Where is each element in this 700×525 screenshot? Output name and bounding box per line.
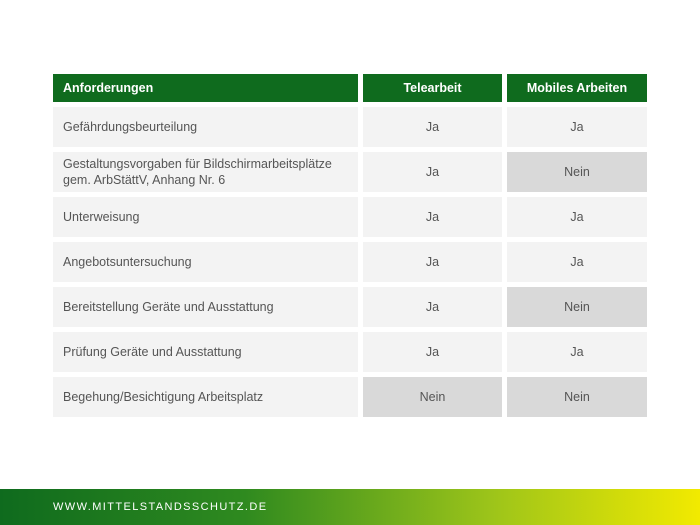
mobil-value: Nein: [507, 377, 647, 417]
mobil-value: Ja: [507, 242, 647, 282]
table-row: [53, 197, 647, 237]
requirement-label: [53, 152, 358, 192]
requirement-label: Angebotsuntersuchung: [53, 242, 358, 282]
footer-url: WWW.MITTELSTANDSSCHUTZ.DE: [53, 501, 268, 513]
telearbeit-value: Ja: [363, 107, 502, 147]
requirement-label: Bereitstellung Geräte und Ausstattung: [53, 287, 358, 327]
table-row: [53, 242, 647, 282]
telearbeit-value: Ja: [363, 242, 502, 282]
header-telearbeit: Telearbeit: [363, 74, 502, 102]
requirement-label: Unterweisung: [53, 197, 358, 237]
header-anforderungen: Anforderungen: [53, 74, 358, 102]
table-header-row: [53, 74, 647, 102]
telearbeit-value: Nein: [363, 377, 502, 417]
requirement-label: Gefährdungsbeurteilung: [53, 107, 358, 147]
header-mobiles-arbeiten: Mobiles Arbeiten: [507, 74, 647, 102]
mobil-value: Nein: [507, 287, 647, 327]
mobil-value: Nein: [507, 152, 647, 192]
table-row: [53, 107, 647, 147]
requirement-label: Begehung/Besichtigung Arbeitsplatz: [53, 377, 358, 417]
mobil-value: Ja: [507, 332, 647, 372]
telearbeit-value: Ja: [363, 197, 502, 237]
requirements-table: [53, 74, 647, 422]
telearbeit-value: Ja: [363, 152, 502, 192]
mobil-value: Ja: [507, 197, 647, 237]
requirement-label: Prüfung Geräte und Ausstattung: [53, 332, 358, 372]
table-row: [53, 377, 647, 417]
footer-gradient-bar: [0, 489, 700, 525]
requirement-label-line2: gem. ArbStättV, Anhang Nr. 6: [63, 173, 226, 187]
mobil-value: Ja: [507, 107, 647, 147]
table-row: [53, 287, 647, 327]
telearbeit-value: Ja: [363, 287, 502, 327]
requirement-label-line1: Gestaltungsvorgaben für Bildschirmarbeitsplätze: [63, 157, 332, 171]
table-row: [53, 332, 647, 372]
telearbeit-value: Ja: [363, 332, 502, 372]
table-row: [53, 152, 647, 192]
